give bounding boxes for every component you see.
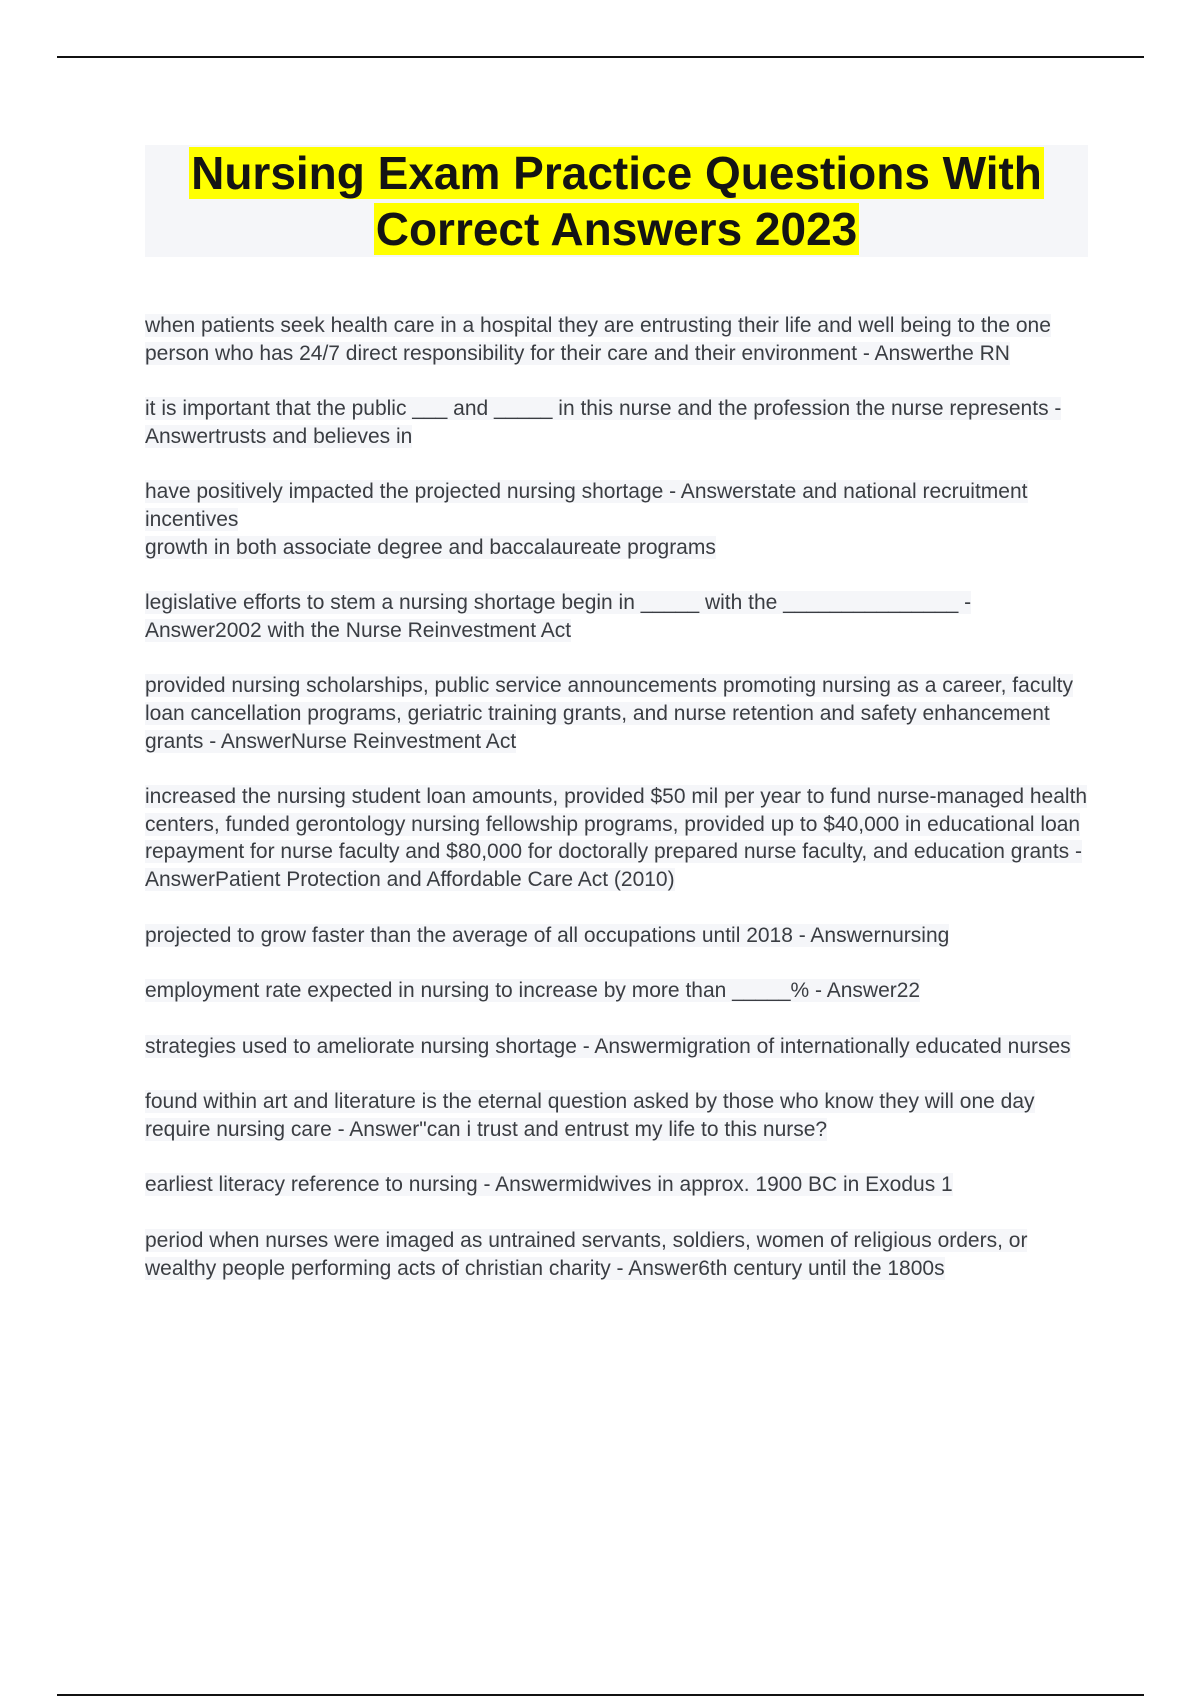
qa-item-text: it is important that the public ___ and _____ in this nurse and the profession the nurse represents - Answertrusts and believes in [145, 397, 1062, 448]
qa-item [145, 1033, 1090, 1061]
qa-item [145, 312, 1090, 367]
qa-item-text: legislative efforts to stem a nursing shortage begin in _____ with the _______________ - Answer2002 with the Nurse Reinvestment Act [145, 591, 972, 642]
qa-item [145, 977, 1090, 1005]
qa-item [145, 589, 1090, 644]
qa-item-text: have positively impacted the projected nursing shortage - Answerstate and national recruitment incentives growth in both associate degree and baccalaureate programs [145, 480, 1028, 559]
qa-item [145, 1088, 1090, 1143]
document-title-text: Nursing Exam Practice Questions With Correct Answers 2023 [191, 147, 1042, 255]
qa-item-text: found within art and literature is the eternal question asked by those who know they will one day require nursing care - Answer"can i trust and entrust my life to this nurse? [145, 1090, 1035, 1141]
qa-item-text: employment rate expected in nursing to increase by more than _____% - Answer22 [145, 979, 921, 1003]
top-rule [57, 56, 1144, 58]
qa-item-text: strategies used to ameliorate nursing shortage - Answermigration of internationally educated nurses [145, 1034, 1071, 1058]
qa-item [145, 1227, 1090, 1282]
bottom-rule [57, 1694, 1144, 1696]
qa-list [145, 312, 1090, 1310]
qa-item [145, 783, 1090, 893]
qa-item-text: period when nurses were imaged as untrained servants, soldiers, women of religious orders, or wealthy people performing acts of christian charity - Answer6th century until the 1800s [145, 1229, 1028, 1280]
qa-item [145, 672, 1090, 755]
document-title [145, 145, 1088, 257]
qa-item-text: provided nursing scholarships, public service announcements promoting nursing as a career, faculty loan cancellation programs, geriatric training grants, and nurse retention and safety enhancement grants - AnswerNurse Reinvestment Act [145, 674, 1073, 753]
qa-item [145, 922, 1090, 950]
qa-item-text: increased the nursing student loan amounts, provided $50 mil per year to fund nurse-managed health centers, funded gerontology nursing fellowship programs, provided up to $40,000 in educational loan repayment for nurse faculty and $80,000 for doctorally prepared nurse faculty, and education grants - AnswerPatient Protection and Affordable Care Act (2010) [145, 785, 1088, 891]
qa-item-text: projected to grow faster than the average of all occupations until 2018 - Answernursing [145, 923, 950, 947]
qa-item [145, 1171, 1090, 1199]
qa-item [145, 395, 1090, 450]
title-band [145, 145, 1088, 257]
qa-item-text: earliest literacy reference to nursing - Answermidwives in approx. 1900 BC in Exodus 1 [145, 1173, 953, 1197]
qa-item-text: when patients seek health care in a hospital they are entrusting their life and well being to the one person who has 24/7 direct responsibility for their care and their environment - Answerthe RN [145, 314, 1051, 365]
qa-item [145, 478, 1090, 561]
